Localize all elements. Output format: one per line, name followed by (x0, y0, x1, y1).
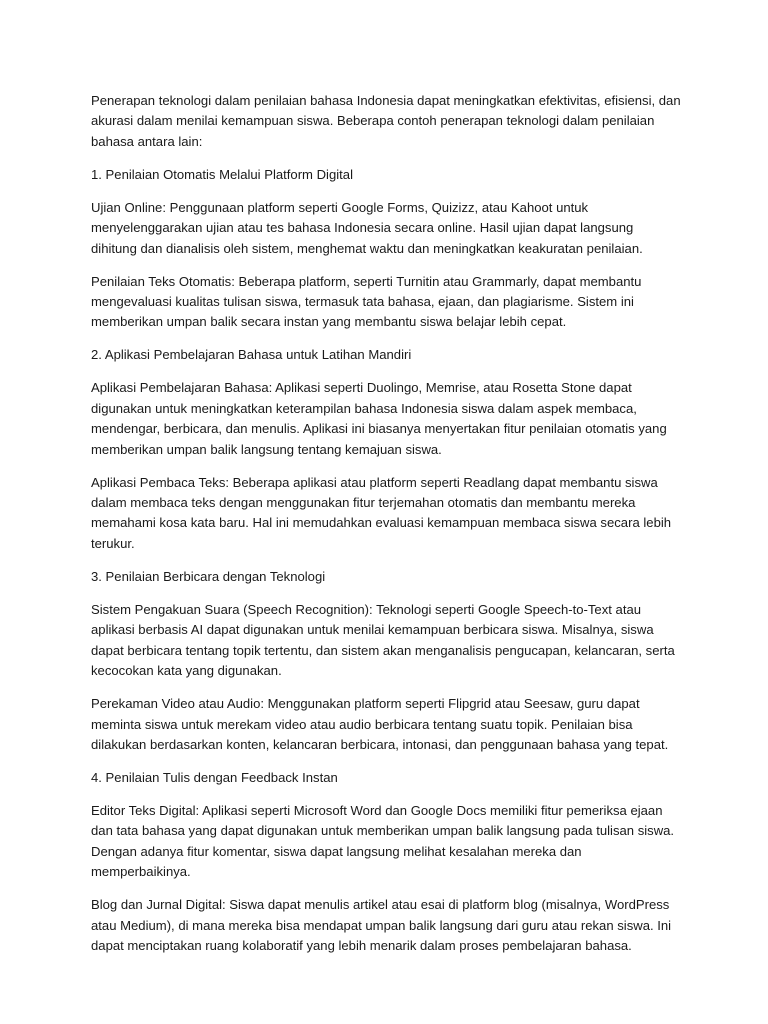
section-heading-3: 3. Penilaian Berbicara dengan Teknologi (91, 568, 326, 584)
paragraph-ujian-online: Ujian Online: Penggunaan platform seperti Google Forms, Quizizz, atau Kahoot untuk menyelenggarakan ujian atau tes bahasa Indonesia secara online. Hasil ujian dapat langsung dihitung dan dianalisis oleh sistem, menghemat waktu dan meningkatkan keakuratan penilaian. (91, 199, 643, 256)
section-heading-1: 1. Penilaian Otomatis Melalui Platform Digital (91, 166, 353, 182)
paragraph-penilaian-teks-otomatis: Penilaian Teks Otomatis: Beberapa platform, seperti Turnitin atau Grammarly, dapat membantu mengevaluasi kualitas tulisan siswa, termasuk tata bahasa, ejaan, dan plagiarisme. Sistem ini memberikan umpan balik secara instan yang membantu siswa belajar lebih cepat. (91, 273, 642, 330)
document-body (91, 91, 681, 969)
section-heading-4: 4. Penilaian Tulis dengan Feedback Instan (91, 769, 338, 785)
paragraph-blog-jurnal-digital: Blog dan Jurnal Digital: Siswa dapat menulis artikel atau esai di platform blog (misalnya, WordPress atau Medium), di mana mereka bisa mendapat umpan balik langsung dari guru atau rekan siswa. Ini dapat menciptakan ruang kolaboratif yang lebih menarik dalam proses pembelajaran bahasa. (91, 897, 672, 953)
section-heading-2: 2. Aplikasi Pembelajaran Bahasa untuk Latihan Mandiri (91, 347, 412, 363)
paragraph-editor-teks-digital: Editor Teks Digital: Aplikasi seperti Microsoft Word dan Google Docs memiliki fitur pemeriksa ejaan dan tata bahasa yang dapat digunakan untuk memberikan umpan balik langsung pada tulisan siswa. Dengan adanya fitur komentar, siswa dapat langsung melihat kesalahan mereka dan memperbaikinya. (91, 802, 675, 880)
paragraph-aplikasi-pembaca-teks: Aplikasi Pembaca Teks: Beberapa aplikasi atau platform seperti Readlang dapat membantu siswa dalam membaca teks dengan menggunakan fitur terjemahan otomatis dan membantu mereka memahami kosa kata baru. Hal ini memudahkan evaluasi kemampuan membaca siswa secara lebih terukur. (91, 474, 672, 551)
paragraph-perekaman-video-audio: Perekaman Video atau Audio: Menggunakan platform seperti Flipgrid atau Seesaw, guru dapat meminta siswa untuk merekam video atau audio berbicara tentang suatu topik. Penilaian bisa dilakukan berdasarkan konten, kelancaran berbicara, intonasi, dan penggunaan bahasa yang tepat. (91, 696, 669, 752)
intro-paragraph: Penerapan teknologi dalam penilaian bahasa Indonesia dapat meningkatkan efektivitas, efisiensi, dan akurasi dalam menilai kemampuan siswa. Beberapa contoh penerapan teknologi dalam penilaian bahasa antara lain: (91, 93, 681, 149)
paragraph-aplikasi-pembelajaran-bahasa: Aplikasi Pembelajaran Bahasa: Aplikasi seperti Duolingo, Memrise, atau Rosetta Stone dapat digunakan untuk meningkatkan keterampilan bahasa Indonesia siswa dalam aspek membaca, mendengar, berbicara, dan menulis. Aplikasi ini biasanya menyertakan fitur penilaian otomatis yang memberikan umpan balik langsung tentang kemajuan siswa. (91, 380, 667, 457)
paragraph-speech-recognition: Sistem Pengakuan Suara (Speech Recognition): Teknologi seperti Google Speech-to-Text atau aplikasi berbasis AI dapat digunakan untuk menilai kemampuan berbicara siswa. Misalnya, siswa dapat berbicara tentang topik tertentu, dan sistem akan menganalisis pengucapan, kelancaran, serta kecocokan kata yang digunakan. (91, 601, 675, 679)
